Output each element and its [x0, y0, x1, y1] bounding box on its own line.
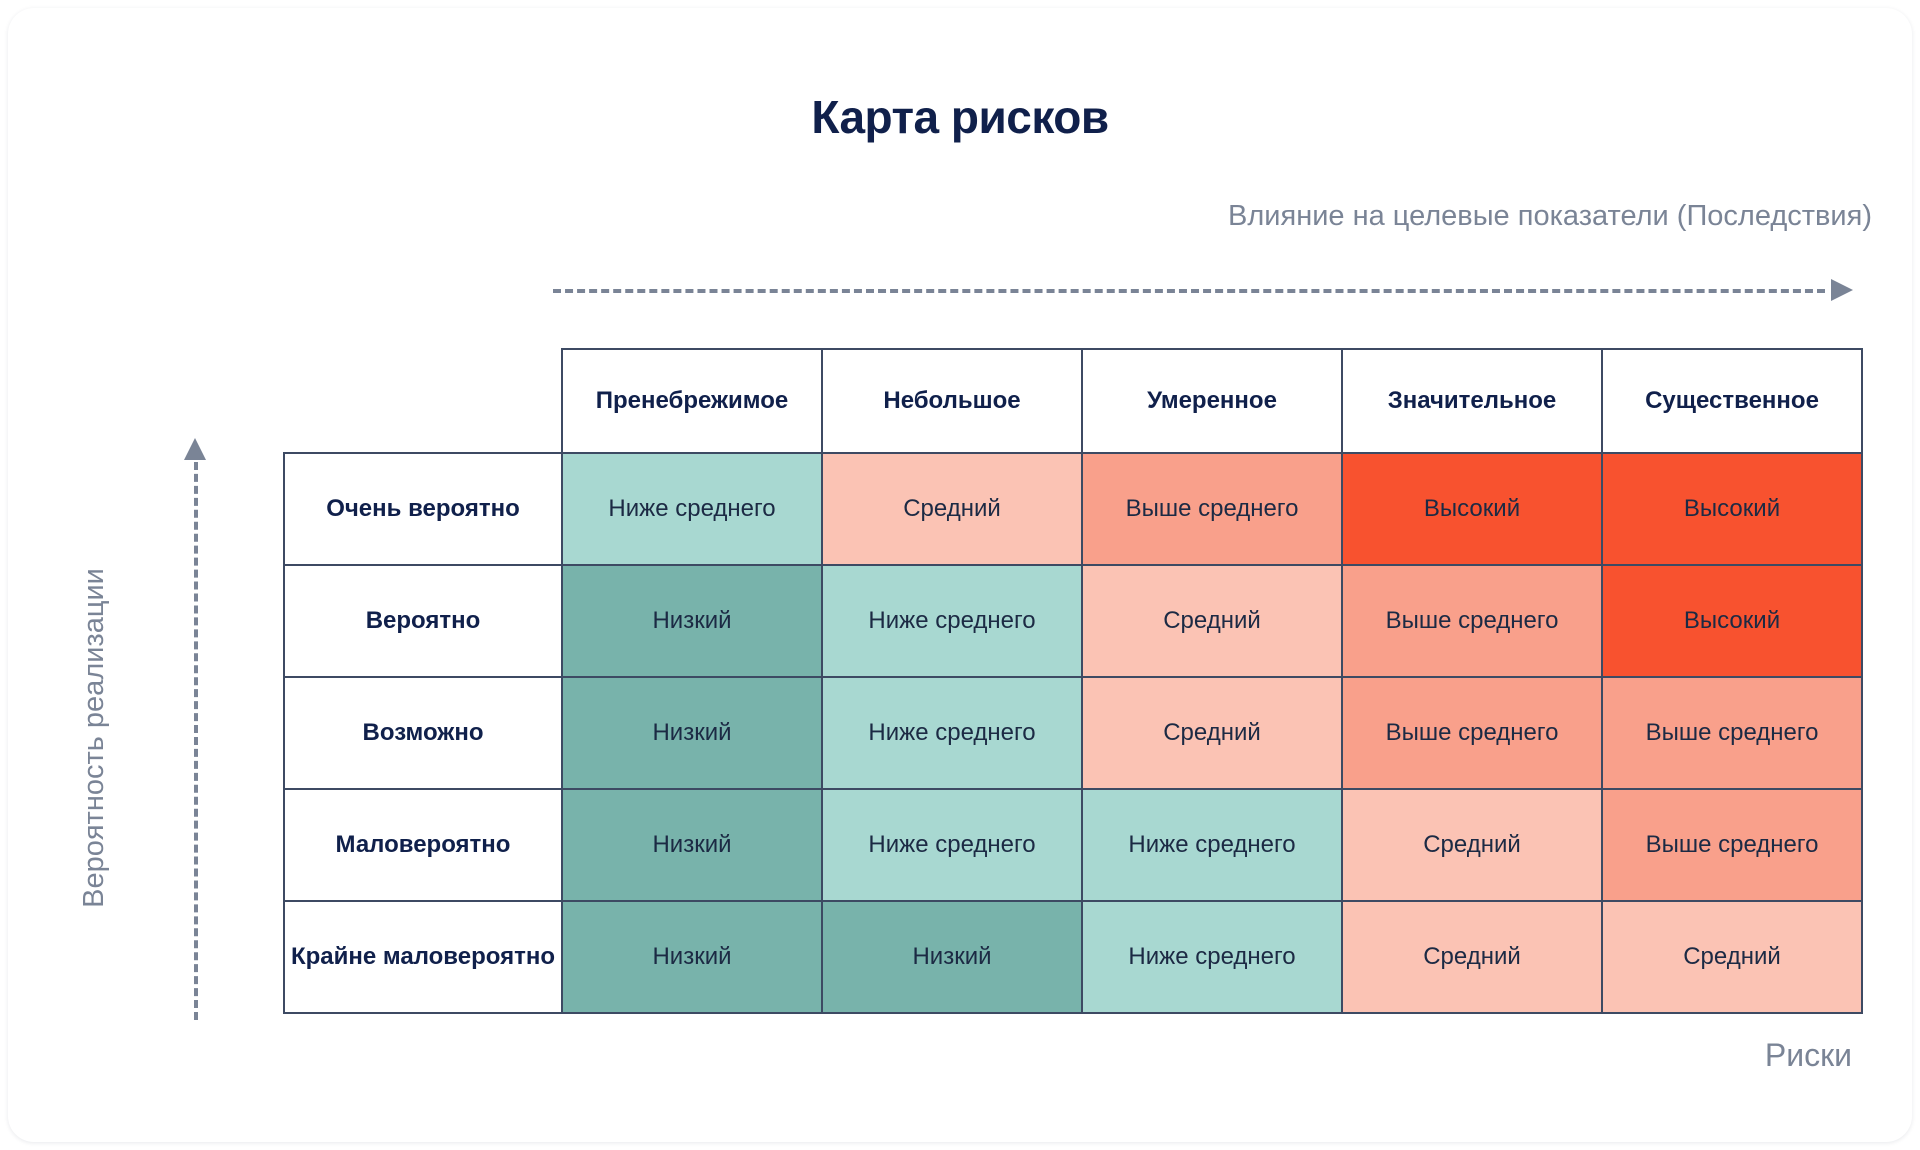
column-header-1: Небольшое: [822, 349, 1082, 453]
column-header-3: Значительное: [1342, 349, 1602, 453]
row-header-1: Вероятно: [284, 565, 562, 677]
cell-r4-c4[interactable]: Средний: [1602, 901, 1862, 1013]
cell-r3-c2[interactable]: Ниже среднего: [1082, 789, 1342, 901]
cell-r2-c0[interactable]: Низкий: [562, 677, 822, 789]
y-axis-arrow-line: [194, 450, 198, 1020]
cell-r1-c2[interactable]: Средний: [1082, 565, 1342, 677]
cell-r4-c3[interactable]: Средний: [1342, 901, 1602, 1013]
cell-r0-c3[interactable]: Высокий: [1342, 453, 1602, 565]
cell-r0-c2[interactable]: Выше среднего: [1082, 453, 1342, 565]
cell-r3-c0[interactable]: Низкий: [562, 789, 822, 901]
y-axis-arrow-icon: [183, 438, 207, 1020]
row-header-4: Крайне маловероятно: [284, 901, 562, 1013]
cell-r2-c1[interactable]: Ниже среднего: [822, 677, 1082, 789]
cell-r3-c4[interactable]: Выше среднего: [1602, 789, 1862, 901]
table-row: [284, 565, 1862, 677]
row-header-0: Очень вероятно: [284, 453, 562, 565]
matrix-corner-blank: [284, 349, 562, 453]
table-row: [284, 677, 1862, 789]
column-header-0: Пренебрежимое: [562, 349, 822, 453]
cell-r2-c2[interactable]: Средний: [1082, 677, 1342, 789]
cell-r1-c3[interactable]: Выше среднего: [1342, 565, 1602, 677]
cell-r3-c1[interactable]: Ниже среднего: [822, 789, 1082, 901]
cell-r4-c1[interactable]: Низкий: [822, 901, 1082, 1013]
column-header-4: Существенное: [1602, 349, 1862, 453]
cell-r1-c4[interactable]: Высокий: [1602, 565, 1862, 677]
column-header-2: Умеренное: [1082, 349, 1342, 453]
risk-matrix: [283, 348, 1863, 1014]
cell-r0-c0[interactable]: Ниже среднего: [562, 453, 822, 565]
cell-r4-c2[interactable]: Ниже среднего: [1082, 901, 1342, 1013]
x-axis-arrow-head: [1831, 279, 1853, 301]
cell-r1-c1[interactable]: Ниже среднего: [822, 565, 1082, 677]
y-axis-label: [78, 0, 118, 908]
table-row: [284, 901, 1862, 1013]
table-row: [284, 789, 1862, 901]
y-axis-arrow-head: [184, 438, 206, 460]
cell-r0-c1[interactable]: Средний: [822, 453, 1082, 565]
cell-r2-c3[interactable]: Выше среднего: [1342, 677, 1602, 789]
x-axis-label: Влияние на целевые показатели (Последствия): [1228, 200, 1872, 232]
x-axis-arrow-icon: [553, 278, 1853, 302]
table-row: [284, 453, 1862, 565]
page-title: Карта рисков: [811, 91, 1109, 143]
cell-r2-c4[interactable]: Выше среднего: [1602, 677, 1862, 789]
cell-r3-c3[interactable]: Средний: [1342, 789, 1602, 901]
cell-r0-c4[interactable]: Высокий: [1602, 453, 1862, 565]
y-axis-label-text: Вероятность реализации: [78, 568, 110, 908]
matrix-header-row: [284, 349, 1862, 453]
footer-note: Риски: [1764, 1037, 1852, 1073]
row-header-3: Маловероятно: [284, 789, 562, 901]
x-axis-arrow-line: [553, 289, 1825, 293]
row-header-2: Возможно: [284, 677, 562, 789]
cell-r1-c0[interactable]: Низкий: [562, 565, 822, 677]
cell-r4-c0[interactable]: Низкий: [562, 901, 822, 1013]
risk-map-card: [8, 8, 1912, 1142]
